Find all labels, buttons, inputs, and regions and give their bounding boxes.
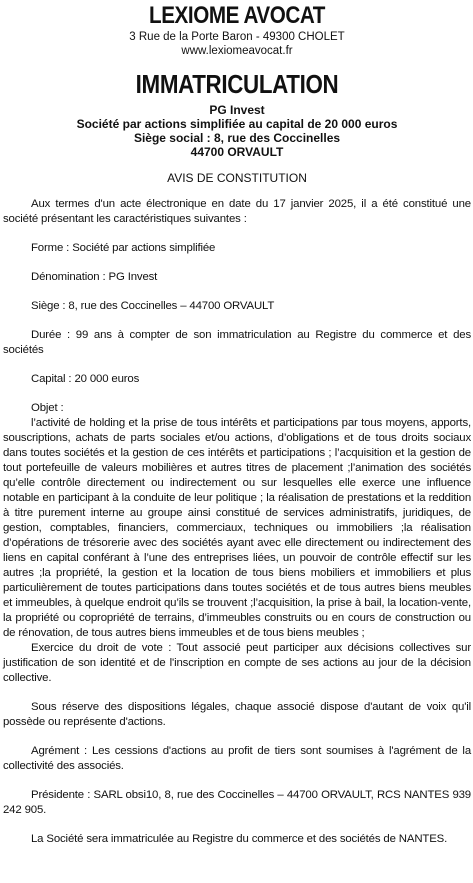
company-header	[3, 103, 471, 159]
legal-notice-page	[0, 2, 473, 883]
notice-forme: Forme : Société par actions simplifiée	[31, 242, 216, 254]
notice-body	[3, 197, 471, 847]
notice-immatriculation: La Société sera immatriculée au Registre du commerce et des sociétés de NANTES.	[31, 833, 448, 845]
notice-reserve: Sous réserve des dispositions légales, chaque associé dispose d'autant de voix qu'il possède ou représente d'actions.	[3, 701, 471, 728]
notice-intro: Aux termes d'un acte électronique en date du 17 janvier 2025, il a été constitué une société présentant les caractéristiques suivantes :	[3, 198, 471, 225]
notice-denomination: Dénomination : PG Invest	[31, 271, 158, 283]
section-title: IMMATRICULATION	[135, 69, 339, 99]
notice-duree: Durée : 99 ans à compter de son immatriculation au Registre du commerce et des sociétés	[3, 329, 471, 356]
notice-capital: Capital : 20 000 euros	[31, 373, 140, 385]
company-seat: Siège social : 8, rue des Coccinelles	[133, 131, 341, 145]
firm-address: 3 Rue de la Porte Baron - 49300 CHOLET	[129, 31, 345, 43]
notice-objet-label: Objet :	[31, 402, 64, 414]
notice-siege: Siège : 8, rue des Coccinelles – 44700 ORVAULT	[31, 300, 275, 312]
company-name: PG Invest	[209, 103, 265, 117]
notice-vote: Exercice du droit de vote : Tout associé peut participer aux décisions collectives sur justification de son identité et de l'inscription en compte de ses actions au jour de la décision collective.	[3, 642, 471, 684]
notice-objet-text: l’activité de holding et la prise de tous intérêts et participations par tous moyens, apports, souscriptions, achats de parts sociales et/ou actions, d’obligations et de tous droits sociaux dans toutes sociétés et la gestion de ces intérêts et participations ; l’acquisition et la gestion de tout portefeuille de valeurs mobilières et autres titres de placement ;l’animation des sociétés qu’elle contrôle directement ou indirectement ou sur lesquelles elle exerce une influence notable en participant à la conduite de leur politique ; la réalisation de prestations et la reddition à titre purement interne au groupe ainsi constitué de services administratifs, juridiques, de gestion, comptables, financiers, commerciaux, techniques ou immobiliers ;la réalisation d’opérations de trésorerie avec des sociétés ayant avec elle directement ou indirectement des liens en capital conférant à l’une des entreprises liées, un pouvoir de contrôle effectif sur les autres ;la propriété, la gestion et la location de tous biens mobiliers et immobiliers et plus particulièrement de toutes participations dans toutes sociétés et de tous autres biens meubles et immeubles, à quelque endroit qu’ils se trouvent ;l’acquisition, la prise à bail, la location-vente, la propriété ou copropriété de terrains, d’immeubles construits ou en cours de construction ou de rénovation, de tous autres biens immeubles et de tous biens meubles ;	[3, 417, 471, 639]
notice-presidente: Présidente : SARL obsi10, 8, rue des Coccinelles – 44700 ORVAULT, RCS NANTES 939 242 905.	[3, 789, 471, 816]
firm-website: www.lexiomeavocat.fr	[181, 45, 293, 57]
company-form-capital: Société par actions simplifiée au capital de 20 000 euros	[76, 117, 398, 131]
notice-agrement: Agrément : Les cessions d'actions au profit de tiers sont soumises à l'agrément de la collectivité des associés.	[3, 745, 471, 772]
notice-heading: AVIS DE CONSTITUTION	[167, 171, 307, 185]
firm-name: LEXIOME AVOCAT	[149, 2, 325, 29]
company-city: 44700 ORVAULT	[190, 145, 284, 159]
